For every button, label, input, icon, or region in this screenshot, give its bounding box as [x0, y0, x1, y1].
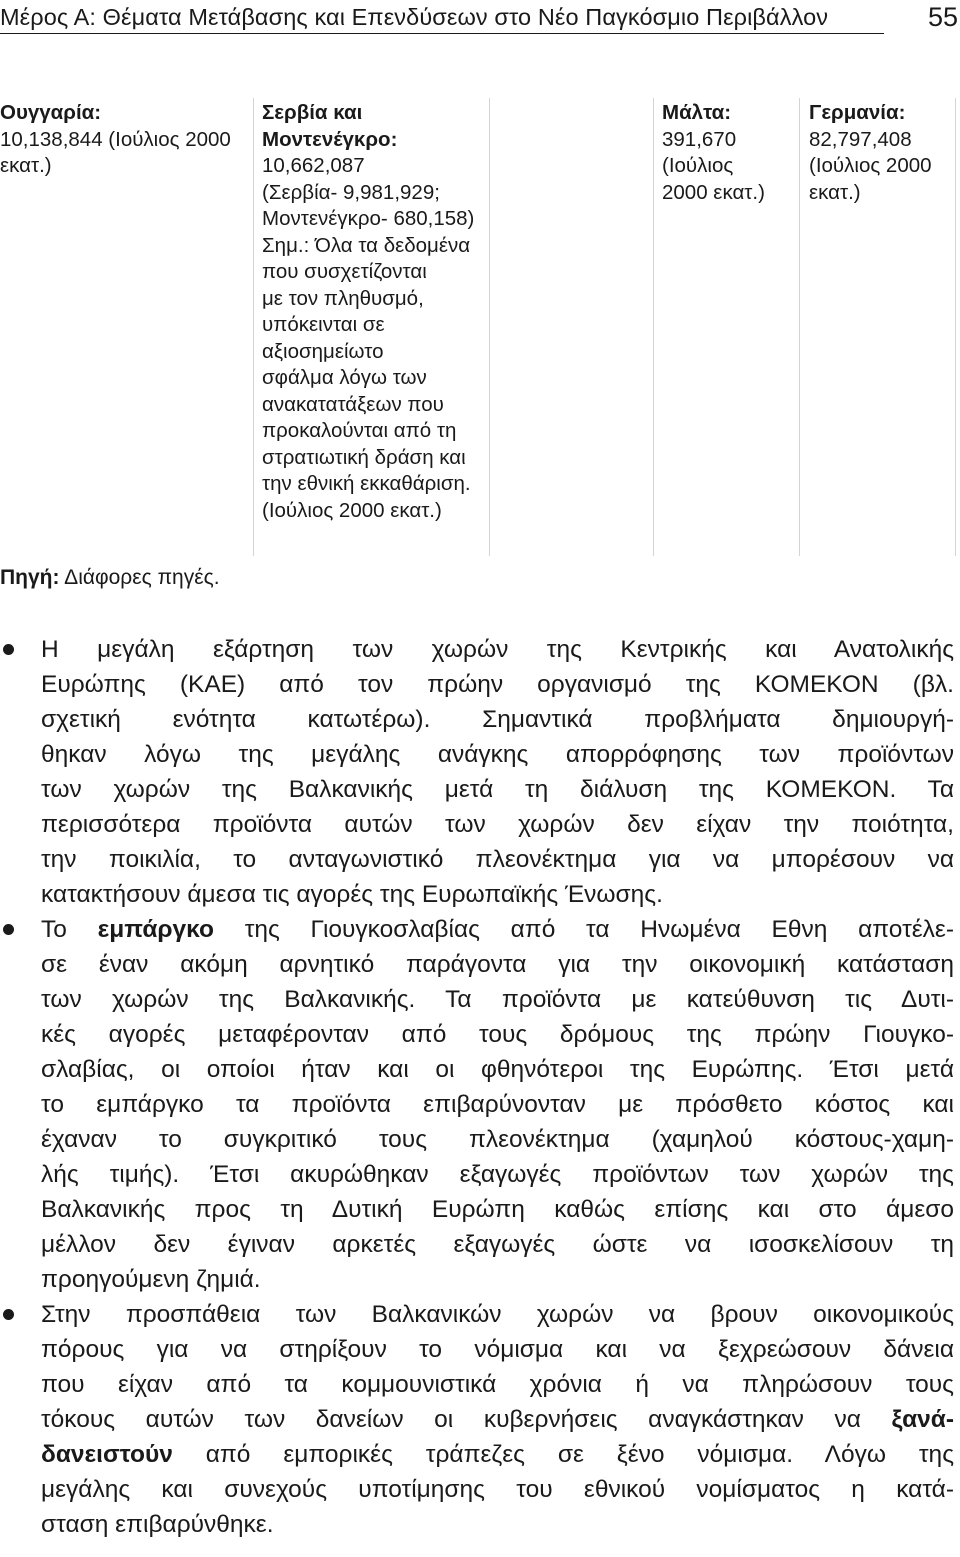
text-line: περισσότερα προϊόντα αυτών των χωρών δεν είχαν την ποιότητα, — [41, 811, 954, 838]
emphasis-embargo: εμπάργκο — [97, 916, 214, 943]
text-line: έχαναν το συγκριτικό τους πλεονέκτημα (χαμηλού κόστους-χαμη- — [41, 1126, 954, 1153]
source-label: Πηγή: — [0, 566, 60, 589]
emphasis-reborrow: ξανά- — [891, 1406, 954, 1433]
country-cell-malta — [662, 98, 794, 556]
bullet-item — [0, 1297, 954, 1542]
text-line: των χωρών της Βαλκανικής μετά τη διάλυση της ΚΟΜΕΚΟΝ. Τα — [41, 776, 954, 803]
country-cell-serbia-montenegro — [262, 98, 488, 556]
running-title: Μέρος Α: Θέματα Μετάβασης και Επενδύσεων στο Νέο Παγκόσμιο Περιβάλλον — [0, 4, 829, 30]
population-table — [0, 98, 960, 556]
text-line: σε έναν ακόμη αρνητικό παράγοντα για την οικονομική κατάσταση — [41, 951, 954, 978]
text-line: την ποικιλία, το ανταγωνιστικό πλεονέκτημα για να μπορέσουν να — [41, 846, 954, 873]
country-name: Γερμανία: — [809, 101, 906, 124]
bullet-icon — [3, 644, 14, 655]
text-line: μέλλον δεν έγιναν αρκετές εξαγωγές ώστε να ισοσκελίσουν τη — [41, 1231, 954, 1258]
text-line — [41, 1437, 954, 1472]
country-cell-empty — [490, 98, 652, 556]
text-line: θηκαν λόγω της μεγάλης ανάγκης απορρόφησης των προϊόντων — [41, 741, 954, 768]
country-name: Ουγγαρία: — [0, 101, 102, 124]
country-population: 10,662,087 (Σερβία- 9,981,929; Μοντενέγκρο- 680,158) Σημ.: Όλα τα δεδομένα που συσχετίζονται με τον πληθυσμό, υπόκεινται σε αξιοσημείωτο σφάλμα λόγω των ανακατατάξεων που προκαλούνται από τη στρατιωτική δράση και την εθνική εκκαθάριση. (Ιούλιος 2000 εκατ.) — [262, 154, 475, 522]
source-text: Διάφορες πηγές. — [59, 566, 220, 589]
column-divider — [955, 98, 956, 556]
text-line: λής τιμής). Έτσι ακυρώθηκαν εξαγωγές προϊόντων των χωρών της — [41, 1161, 954, 1188]
country-population: 391,670 (Ιούλιος 2000 εκατ.) — [662, 127, 765, 204]
text-line: Ευρώπης (ΚΑΕ) από τον πρώην οργανισμό της ΚΟΜΕΚΟΝ (βλ. — [41, 671, 954, 698]
column-divider — [653, 98, 654, 556]
text-run: από εμπορικές τράπεζες σε ξένο νόμισμα. Λόγω της — [172, 1441, 954, 1468]
text-line: προηγούμενη ζημιά. — [41, 1266, 261, 1293]
country-name: Μάλτα: — [662, 101, 732, 124]
text-line: των χωρών της Βαλκανικής. Τα προϊόντα με κατεύθυνση τις Δυτι- — [41, 986, 954, 1013]
page-header — [0, 0, 960, 48]
text-line: κές αγορές μεταφέρονταν από τους δρόμους της πρώην Γιουγκο- — [41, 1021, 954, 1048]
text-run: της Γιουγκοσλαβίας από τα Ηνωμένα Εθνη αποτέλε- — [213, 916, 954, 943]
text-line: Βαλκανικής προς τη Δυτική Ευρώπη καθώς επίσης και στο άμεσο — [41, 1196, 954, 1223]
country-cell-hungary — [0, 98, 252, 556]
text-line: πόρους για να στηρίξουν το νόμισμα και να ξεχρεώσουν δάνεια — [41, 1336, 954, 1363]
bullet-item — [0, 912, 954, 1297]
text-line: κατακτήσουν άμεσα τις αγορές της Ευρωπαϊκής Ένωσης. — [41, 881, 663, 908]
column-divider — [253, 98, 254, 556]
text-line — [41, 912, 954, 947]
text-line: που είχαν από τα κομμουνιστικά χρόνια ή να πληρώσουν τους — [41, 1371, 954, 1398]
text-run: Το — [41, 916, 98, 943]
country-population: 82,797,408 (Ιούλιος 2000 εκατ.) — [809, 127, 932, 204]
text-line: σλαβίας, οι οποίοι ήταν και οι φθηνότεροι της Ευρώπης. Έτσι μετά — [41, 1056, 954, 1083]
page-number: 55 — [927, 2, 958, 32]
source-note — [0, 566, 220, 590]
bullet-icon — [3, 1309, 14, 1320]
bullet-item — [0, 632, 954, 912]
text-line: Η μεγάλη εξάρτηση των χωρών της Κεντρικής και Ανατολικής — [41, 636, 954, 663]
column-divider — [799, 98, 800, 556]
text-line: μεγάλης και συνεχούς υποτίμησης του εθνικού νομίσματος η κατά- — [41, 1476, 954, 1503]
bullet-icon — [3, 924, 14, 935]
text-line: σταση επιβαρύνθηκε. — [41, 1511, 274, 1538]
text-line: σχετική ενότητα κατωτέρω). Σημαντικά προβλήματα δημιουργή- — [41, 706, 954, 733]
country-cell-germany — [809, 98, 955, 556]
emphasis-reborrow: δανειστούν — [41, 1441, 173, 1468]
text-line: το εμπάργκο τα προϊόντα επιβαρύνονταν με πρόσθετο κόστος και — [41, 1091, 954, 1118]
text-run: τόκους αυτών των δανείων οι κυβερνήσεις αναγκάστηκαν να — [41, 1406, 892, 1433]
country-population: 10,138,844 (Ιούλιος 2000 εκατ.) — [0, 127, 231, 177]
text-line: Στην προσπάθεια των Βαλκανικών χωρών να βρουν οικονομικούς — [41, 1301, 954, 1328]
country-name: Σερβία και Μοντενέγκρο: — [262, 101, 398, 151]
header-rule — [0, 33, 884, 34]
text-line — [41, 1402, 954, 1437]
bullet-list — [0, 632, 960, 1542]
